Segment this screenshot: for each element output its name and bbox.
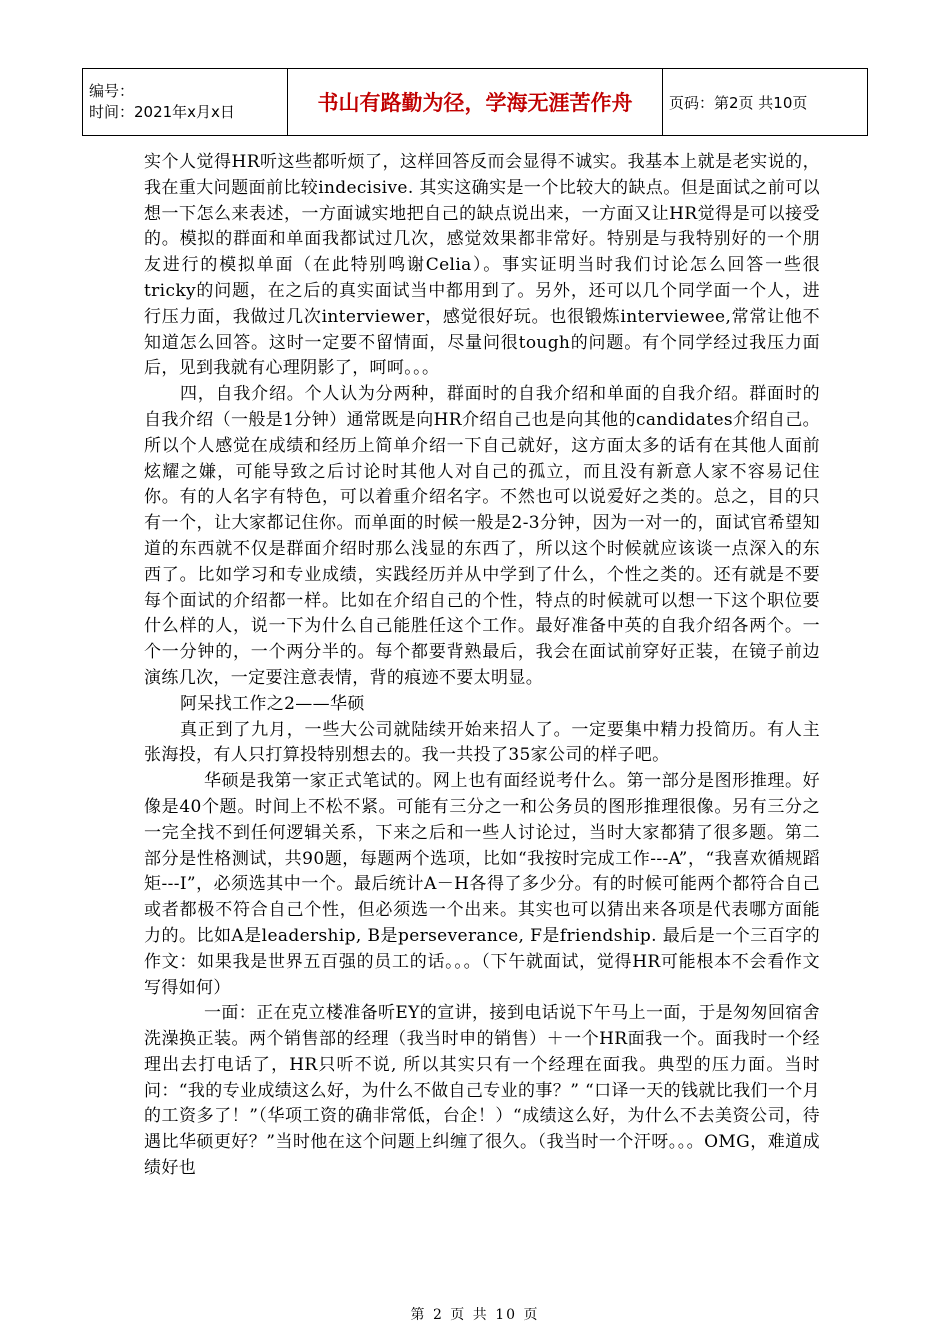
paragraph-september: 真正到了九月，一些大公司就陆续开始来招人了。一定要集中精力投简历。有人主张海投，有人只打算投特别想去的。我一共投了35家公司的样子吧。: [144, 719, 820, 766]
document-number: 编号：: [89, 82, 135, 100]
document-body: [144, 150, 820, 1182]
paragraph-first-interview: 一面：正在克立楼准备听EY的宣讲，接到电话说下午马上一面，于是匆匆回宿舍洗澡换正装。两个销售部的经理（我当时申的销售）＋一个HR面我一个。面我时一个经理出去打电话了，HR只听不说, 所以其实只有一个经理在面我。典型的压力面。当时问：“我的专业成绩这么好，为什么不做自己专业的事？” “口译一天的钱就比我们一个月的工资多了！”（华项工资的确非常低，台企！）“成绩这么好，为什么不去美资公司，待遇比华硕更好？”当时他在这个问题上纠缠了很久。（我当时一个汗呀。。。OMG，难道成绩好也: [144, 1003, 820, 1179]
section-heading: 阿呆找工作之2——华硕: [180, 693, 365, 714]
header-table: [82, 68, 868, 136]
header-motto-cell: [288, 69, 663, 136]
page-footer: 第 2 页 共 10 页: [410, 1307, 540, 1323]
paragraph-continuation: 实个人觉得HR听这些都听烦了，这样回答反而会显得不诚实。我基本上就是老实说的，我在重大问题面前比较indecisive. 其实这确实是一个比较大的缺点。但是面试之前可以想一下怎么来表述，一方面诚实地把自己的缺点说出来，一方面又让HR觉得是可以接受的。模拟的群面和单面我都试过几次，感觉效果都非常好。特别是与我特别好的一个朋友进行的模拟单面（在此特别鸣谢Celia）。事实证明当时我们讨论怎么回答一些很tricky的问题，在之后的真实面试当中都用到了。另外，还可以几个同学面一个人，进行压力面，我做过几次interviewer，感觉很好玩。也很锻炼interviewee,常常让他不知道怎么回答。这时一定要不留情面，尽量问很tough的问题。有个同学经过我压力面后，见到我就有心理阴影了，呵呵。。。: [144, 152, 820, 379]
paragraph-asus-written-test: 华硕是我第一家正式笔试的。网上也有面经说考什么。第一部分是图形推理。好像是40个题。时间上不松不紧。可能有三分之一和公务员的图形推理很像。另有三分之一完全找不到任何逻辑关系，下来之后和一些人讨论过，当时大家都猜了很多题。第二部分是性格测试，共90题，每题两个选项，比如“我按时完成工作---A”，“我喜欢循规蹈矩---I”，必须选其中一个。最后统计A－H各得了多少分。有的时候可能两个都符合自己或者都极不符合自己个性，但必须选一个出来。其实也可以猜出来各项是代表哪方面能力的。比如A是leadership, B是perseverance, F是friendship. 最后是一个三百字的作文：如果我是世界五百强的员工的话。。。（下午就面试，觉得HR可能根本不会看作文写得如何）: [144, 771, 820, 998]
header-meta: [83, 69, 288, 136]
header-page-cell: [663, 69, 868, 136]
header-page-number: 页码：第2页 共10页: [669, 93, 808, 112]
document-date: 时间：2021年x月x日: [89, 103, 235, 121]
paragraph-self-introduction: 四，自我介绍。个人认为分两种，群面时的自我介绍和单面的自我介绍。群面时的自我介绍（一般是1分钟）通常既是向HR介绍自己也是向其他的candidates介绍自己。所以个人感觉在成绩和经历上简单介绍一下自己就好，这方面太多的话有在其他人面前炫耀之嫌，可能导致之后讨论时其他人对自己的孤立，而且没有新意人家不容易记住你。有的人名字有特色，可以着重介绍名字。不然也可以说爱好之类的。总之，目的只有一个，让大家都记住你。而单面的时候一般是2-3分钟，因为一对一的，面试官希望知道的东西就不仅是群面介绍时那么浅显的东西了，所以这个时候就应该谈一点深入的东西了。比如学习和专业成绩，实践经历并从中学到了什么，个性之类的。还有就是不要每个面试的介绍都一样。比如在介绍自己的个性，特点的时候就可以想一下这个职位要什么样的人，说一下为什么自己能胜任这个工作。最好准备中英的自我介绍各两个。一个一分钟的，一个两分半的。每个都要背熟最后，我会在面试前穿好正装，在镜子前边演练几次，一定要注意表情，背的痕迹不要太明显。: [144, 384, 820, 688]
header-motto: 书山有路勤为径，学海无涯苦作舟: [317, 91, 633, 115]
